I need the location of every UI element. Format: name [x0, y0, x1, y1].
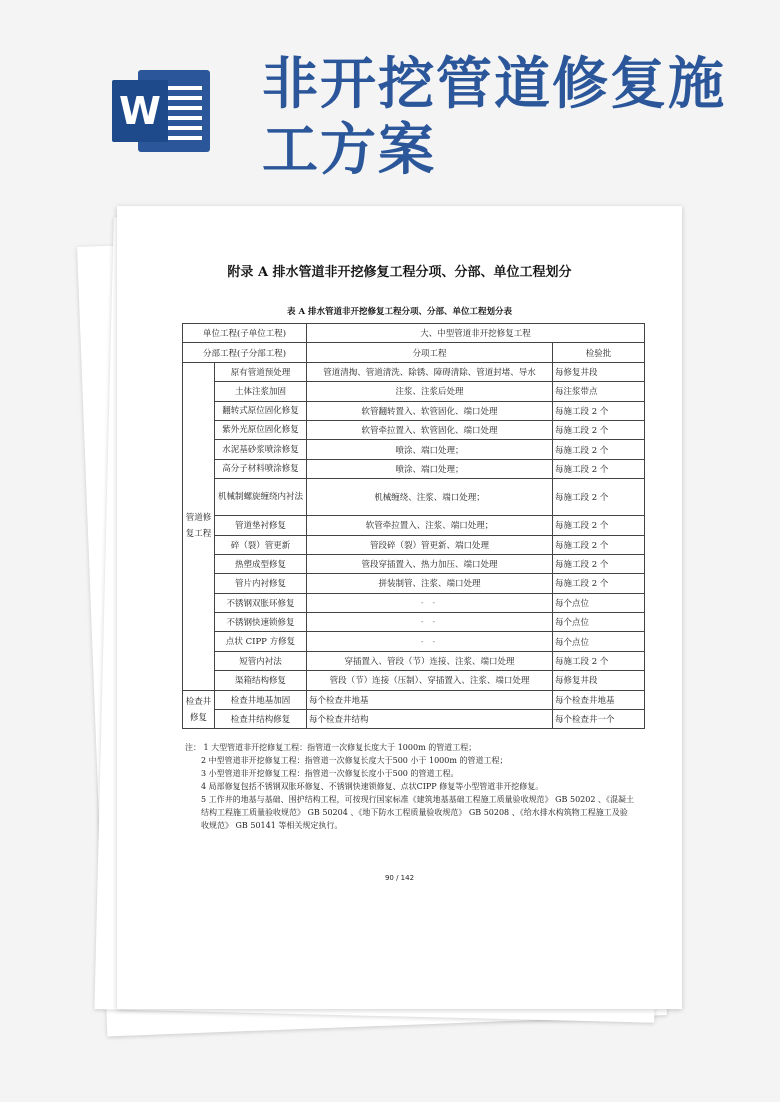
table-row	[183, 479, 645, 516]
word-document-icon	[112, 70, 212, 152]
note-1-text: 1 大型管道非开挖修复工程：指管道一次修复长度大于 1000m 的管道工程；	[203, 743, 477, 752]
sub-division-cell: 水泥基砂浆喷涂修复	[215, 440, 307, 459]
sub-division-cell: 短管内衬法	[215, 651, 307, 670]
sub-item-cell: 软管牵拉置入、软管固化、端口处理	[307, 420, 553, 439]
note-1	[185, 741, 635, 754]
unit-value-cell: 大、中型管道非开挖修复工程	[307, 324, 645, 343]
batch-cell: 每施工段 2 个	[553, 554, 645, 573]
batch-cell: 每施工段 2 个	[553, 479, 645, 516]
sub-item-cell: - -	[307, 632, 553, 651]
sub-division-cell: 机械制螺旋缠绕内衬法	[215, 479, 307, 516]
headline-line-1: 非开挖管道修复施	[262, 52, 726, 117]
sub-item-cell: 管段碎（裂）管更新、端口处理	[307, 535, 553, 554]
batch-cell: 每施工段 2 个	[553, 574, 645, 593]
batch-cell: 每修复井段	[553, 671, 645, 690]
group-cell-well: 检查井修复	[183, 690, 215, 729]
sub-division-cell: 翻转式原位固化修复	[215, 401, 307, 420]
headline-line-2: 工方案	[262, 118, 436, 183]
batch-cell: 每施工段 2 个	[553, 420, 645, 439]
batch-cell: 每施工段 2 个	[553, 516, 645, 535]
batch-header: 检验批	[553, 343, 645, 362]
sub-item-cell: 管道清掏、管道清洗、除锈、障碍清除、管道封堵、导水	[307, 362, 553, 381]
table-row	[183, 362, 645, 381]
table-row	[183, 651, 645, 670]
sub-item-cell: 每个检查井地基	[307, 690, 553, 709]
sub-item-cell: 喷涂、端口处理；	[307, 440, 553, 459]
table-row	[183, 516, 645, 535]
table-row	[183, 440, 645, 459]
table-row	[183, 420, 645, 439]
note-4: 4 局部修复包括不锈钢双胀环修复、不锈钢快速锁修复、点状CIPP 修复等小型管道非开挖修复。	[201, 782, 544, 791]
table-row	[183, 382, 645, 401]
sub-division-cell: 点状 CIPP 方修复	[215, 632, 307, 651]
table-row	[183, 613, 645, 632]
notes-label: 注：	[185, 743, 201, 752]
table-row	[183, 710, 645, 729]
batch-cell: 每施工段 2 个	[553, 440, 645, 459]
sub-item-cell: 喷涂、端口处理；	[307, 459, 553, 478]
sub-item-cell: 机械缠绕、注浆、端口处理；	[307, 479, 553, 516]
page-number: 90 / 142	[384, 874, 415, 882]
batch-cell: 每施工段 2 个	[553, 535, 645, 554]
word-icon-letter: W	[112, 80, 168, 142]
table-caption: 表 A 排水管道非开挖修复工程分项、分部、单位工程划分表	[286, 307, 513, 317]
table-row	[183, 324, 645, 343]
table-row	[183, 632, 645, 651]
table-row	[183, 401, 645, 420]
unit-label-cell: 单位工程(子单位工程)	[183, 324, 307, 343]
sub-item-cell: 管段穿插置入、热力加压、端口处理	[307, 554, 553, 573]
batch-cell: 每施工段 2 个	[553, 459, 645, 478]
sub-division-cell: 紫外光原位固化修复	[215, 420, 307, 439]
sub-division-cell: 检查井地基加固	[215, 690, 307, 709]
table-row	[183, 671, 645, 690]
sub-division-cell: 热塑成型修复	[215, 554, 307, 573]
sub-item-header: 分项工程	[307, 343, 553, 362]
division-label-cell: 分部工程(子分部工程)	[183, 343, 307, 362]
sub-division-cell: 管道垫衬修复	[215, 516, 307, 535]
note-5: 5 工作井的地基与基础、围护结构工程，可按现行国家标准《建筑地基基础工程施工质量验收规范》 GB 50202 、《混凝土结构工程施工质量验收规范》 GB 50204 、《地下防水工程质量验收规范》 GB 50208 、《给水排水构筑物工程施工及验收规范》 GB 50141 等相关规定执行。	[201, 795, 634, 830]
batch-cell: 每个点位	[553, 593, 645, 612]
document-headline	[262, 52, 762, 184]
sub-item-cell: - -	[307, 593, 553, 612]
division-table	[182, 323, 645, 729]
note-3: 3 小型管道非开挖修复工程：指管道一次修复长度小于500 的管道工程。	[201, 769, 459, 778]
sub-division-cell: 高分子材料喷涂修复	[215, 459, 307, 478]
sub-item-cell: 管段（节）连接（压制）、穿插置入、注浆、端口处理	[307, 671, 553, 690]
batch-cell: 每修复井段	[553, 362, 645, 381]
document-page	[117, 206, 682, 1009]
group-cell-pipe: 管道修复工程	[183, 362, 215, 690]
sub-division-cell: 土体注浆加固	[215, 382, 307, 401]
sub-item-cell: 软管翻转置入、软管固化、端口处理	[307, 401, 553, 420]
sub-division-cell: 管片内衬修复	[215, 574, 307, 593]
table-row	[183, 343, 645, 362]
batch-cell: 每个检查井一个	[553, 710, 645, 729]
table-row	[183, 574, 645, 593]
sub-division-cell: 碎（裂）管更新	[215, 535, 307, 554]
sub-item-cell: 注浆、注浆后处理	[307, 382, 553, 401]
sub-item-cell: 软管牵拉置入、注浆、端口处理；	[307, 516, 553, 535]
batch-cell: 每施工段 2 个	[553, 401, 645, 420]
note-2: 2 中型管道非开挖修复工程：指管道一次修复长度大于500 小于 1000m 的管道工程；	[201, 756, 508, 765]
sub-item-cell: 每个检查井结构	[307, 710, 553, 729]
appendix-title: 附录 A 排水管道非开挖修复工程分项、分部、单位工程划分	[227, 265, 572, 280]
sub-item-cell: 穿插置入、管段（节）连接、注浆、端口处理	[307, 651, 553, 670]
sub-division-cell: 渠箱结构修复	[215, 671, 307, 690]
batch-cell: 每个点位	[553, 632, 645, 651]
sub-division-cell: 检查井结构修复	[215, 710, 307, 729]
table-row	[183, 554, 645, 573]
sub-division-cell: 原有管道预处理	[215, 362, 307, 381]
table-row	[183, 690, 645, 709]
batch-cell: 每施工段 2 个	[553, 651, 645, 670]
sub-item-cell: 拼装制管、注浆、端口处理	[307, 574, 553, 593]
table-row	[183, 593, 645, 612]
sub-division-cell: 不锈钢快速锁修复	[215, 613, 307, 632]
batch-cell: 每个点位	[553, 613, 645, 632]
batch-cell: 每注浆带点	[553, 382, 645, 401]
sub-division-cell: 不锈钢双胀环修复	[215, 593, 307, 612]
table-row	[183, 535, 645, 554]
batch-cell: 每个检查井地基	[553, 690, 645, 709]
sub-item-cell: - -	[307, 613, 553, 632]
notes-section	[185, 741, 635, 832]
table-row	[183, 459, 645, 478]
